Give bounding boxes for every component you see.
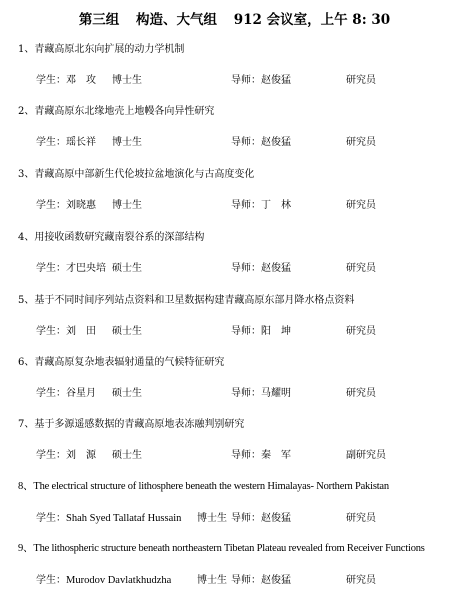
supervisor-label: 导师：: [231, 575, 261, 586]
supervisor-label: 导师：: [231, 263, 261, 274]
degree: 博士生: [112, 75, 142, 86]
student: [36, 446, 96, 461]
supervisor: [231, 196, 291, 211]
student: [36, 571, 171, 586]
talk-title: 8、The electrical structure of lithosphere beneath the western Himalayas- Northern Pakistan: [18, 481, 389, 492]
student: [36, 259, 106, 274]
group-theme: 构造、大气组: [136, 12, 218, 28]
group-label: 第三组: [78, 12, 120, 28]
supervisor-label: 导师：: [231, 388, 261, 399]
supervisor: [231, 509, 291, 524]
room-time: 912 会议室，上午 8: 30: [233, 12, 391, 28]
supervisor-label: 导师：: [231, 75, 261, 86]
degree: 博士生: [197, 513, 227, 524]
supervisor-label: 导师：: [231, 200, 261, 211]
supervisor-name: 阳 坤: [261, 326, 291, 337]
position: 研究员: [346, 388, 376, 399]
supervisor: [231, 571, 291, 586]
talk-title: 3、青藏高原中部新生代伦坡拉盆地演化与古高度变化: [18, 169, 255, 180]
student: [36, 71, 96, 86]
student-name: 刘 源: [66, 450, 96, 461]
student: [36, 384, 96, 399]
student-name: 才巴央培: [66, 263, 106, 274]
student-label: 学生：: [36, 450, 66, 461]
supervisor: [231, 446, 291, 461]
degree: 硕士生: [112, 326, 142, 337]
talk-title: 5、基于不同时间序列站点资料和卫星数据构建青藏高原东部月降水格点资料: [18, 295, 355, 306]
supervisor: [231, 322, 291, 337]
talk-title: 6、青藏高原复杂地表辐射通量的气候特征研究: [18, 357, 225, 368]
supervisor-name: 赵俊猛: [261, 75, 291, 86]
student-label: 学生：: [36, 75, 66, 86]
position: 研究员: [346, 137, 376, 148]
student: [36, 196, 96, 211]
student-name: 谷星月: [66, 388, 96, 399]
supervisor: [231, 71, 291, 86]
supervisor-name: 赵俊猛: [261, 575, 291, 586]
student-name: Shah Syed Tallataf Hussain: [66, 513, 182, 524]
supervisor-label: 导师：: [231, 326, 261, 337]
supervisor: [231, 133, 291, 148]
student: [36, 509, 181, 524]
student-label: 学生：: [36, 513, 66, 524]
position: 研究员: [346, 75, 376, 86]
student-name: 刘晓惠: [66, 200, 96, 211]
degree: 硕士生: [112, 263, 142, 274]
student-label: 学生：: [36, 263, 66, 274]
degree: 硕士生: [112, 388, 142, 399]
student-label: 学生：: [36, 575, 66, 586]
supervisor-name: 丁 林: [261, 200, 291, 211]
degree: 硕士生: [112, 450, 142, 461]
student-name: 邓 攻: [66, 75, 96, 86]
supervisor-label: 导师：: [231, 513, 261, 524]
supervisor-name: 马耀明: [261, 388, 291, 399]
talk-title: 4、用接收函数研究藏南裂谷系的深部结构: [18, 232, 205, 243]
talk-title: 7、基于多源遥感数据的青藏高原地表冻融判别研究: [18, 419, 245, 430]
supervisor-name: 赵俊猛: [261, 137, 291, 148]
position: 研究员: [346, 513, 376, 524]
supervisor-name: 赵俊猛: [261, 263, 291, 274]
student-label: 学生：: [36, 200, 66, 211]
supervisor: [231, 384, 291, 399]
student-label: 学生：: [36, 326, 66, 337]
degree: 博士生: [197, 575, 227, 586]
position: 研究员: [346, 575, 376, 586]
page-title: [0, 8, 469, 28]
position: 研究员: [346, 200, 376, 211]
student-label: 学生：: [36, 388, 66, 399]
student: [36, 322, 96, 337]
supervisor-label: 导师：: [231, 137, 261, 148]
talk-title: 9、The lithospheric structure beneath northeastern Tibetan Plateau revealed from Receiver Functions: [18, 543, 425, 554]
position: 研究员: [346, 263, 376, 274]
talk-title: 1、青藏高原北东向扩展的动力学机制: [18, 44, 185, 55]
student-name: Murodov Davlatkhudzha: [66, 575, 172, 586]
student-name: 瑶长祥: [66, 137, 96, 148]
supervisor-name: 赵俊猛: [261, 513, 291, 524]
supervisor: [231, 259, 291, 274]
student-label: 学生：: [36, 137, 66, 148]
student-name: 刘 田: [66, 326, 96, 337]
position: 研究员: [346, 326, 376, 337]
degree: 博士生: [112, 137, 142, 148]
student: [36, 133, 96, 148]
talk-title: 2、青藏高原东北缘地壳上地幔各向异性研究: [18, 106, 215, 117]
degree: 博士生: [112, 200, 142, 211]
supervisor-label: 导师：: [231, 450, 261, 461]
supervisor-name: 秦 军: [261, 450, 291, 461]
position: 副研究员: [346, 450, 386, 461]
